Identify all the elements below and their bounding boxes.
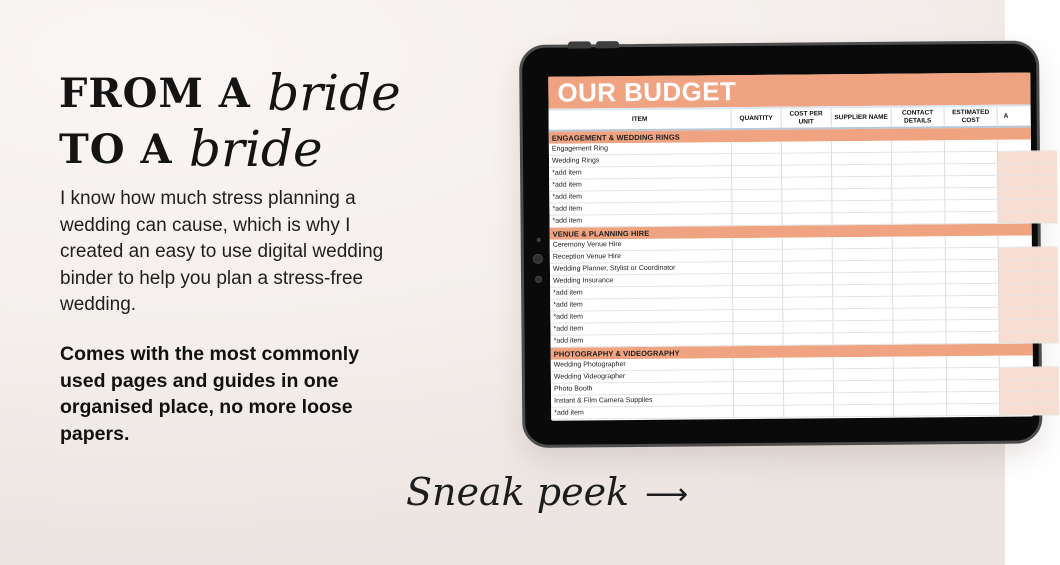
data-cell[interactable] xyxy=(997,187,1057,200)
data-cell[interactable] xyxy=(891,200,944,212)
tablet-volume-button xyxy=(568,41,591,48)
data-cell[interactable] xyxy=(831,165,891,178)
section-header-row: ENGAGEMENT & WEDDING RINGS xyxy=(549,128,1031,144)
data-cell[interactable] xyxy=(946,392,999,404)
data-cell[interactable] xyxy=(731,202,781,214)
data-cell[interactable] xyxy=(781,141,831,153)
data-cell[interactable] xyxy=(732,262,782,274)
data-cell[interactable] xyxy=(892,320,945,332)
item-cell[interactable]: Photo Booth xyxy=(551,382,733,396)
data-cell[interactable] xyxy=(831,201,891,214)
data-cell[interactable] xyxy=(782,285,832,297)
data-cell[interactable] xyxy=(832,297,892,310)
data-cell[interactable] xyxy=(731,142,781,154)
data-cell[interactable] xyxy=(781,189,831,201)
item-cell[interactable]: Wedding Insurance xyxy=(550,274,732,288)
front-camera-lens xyxy=(533,254,543,264)
data-cell[interactable] xyxy=(998,271,1058,284)
data-cell[interactable] xyxy=(998,247,1058,260)
data-cell[interactable] xyxy=(893,368,946,380)
heading-serif-1: FROM A xyxy=(59,70,251,117)
section-header-row: PHOTOGRAPHY & VIDEOGRAPHY xyxy=(551,344,1033,360)
front-camera-dot xyxy=(537,238,541,242)
data-cell[interactable] xyxy=(998,259,1058,272)
data-cell[interactable] xyxy=(891,176,944,188)
data-cell[interactable] xyxy=(945,308,998,320)
data-cell[interactable] xyxy=(783,393,833,405)
sheet-title: OUR BUDGET xyxy=(548,73,1030,109)
front-camera-sensor xyxy=(535,276,542,283)
item-cell[interactable]: *add item xyxy=(550,286,732,300)
data-cell[interactable] xyxy=(732,322,782,334)
item-cell[interactable]: *add item xyxy=(549,202,731,216)
data-cell[interactable] xyxy=(782,261,832,273)
data-cell[interactable] xyxy=(781,177,831,189)
data-cell[interactable] xyxy=(783,405,833,417)
data-cell[interactable] xyxy=(731,154,781,166)
data-cell[interactable] xyxy=(944,188,997,200)
page-title xyxy=(59,62,401,178)
data-cell[interactable] xyxy=(832,321,892,334)
data-cell[interactable] xyxy=(832,273,892,286)
sheet-body xyxy=(549,128,1033,420)
data-cell[interactable] xyxy=(891,164,944,176)
data-cell[interactable] xyxy=(733,406,783,418)
data-cell[interactable] xyxy=(892,260,945,272)
data-cell[interactable] xyxy=(891,152,944,164)
data-cell[interactable] xyxy=(892,308,945,320)
sneak-peek-label: Sneak peek xyxy=(406,470,630,514)
data-cell[interactable] xyxy=(781,165,831,177)
data-cell[interactable] xyxy=(732,238,782,250)
column-header-partial: A xyxy=(997,106,1057,126)
data-cell[interactable] xyxy=(732,298,782,310)
data-cell[interactable] xyxy=(893,404,946,416)
data-cell[interactable] xyxy=(731,190,781,202)
item-cell[interactable]: Ceremony Venue Hire xyxy=(550,238,732,252)
item-cell[interactable]: *add item xyxy=(551,334,733,348)
item-cell[interactable]: *add item xyxy=(551,406,733,420)
heading-line-1 xyxy=(59,62,401,122)
item-cell[interactable]: *add item xyxy=(550,310,732,324)
data-cell[interactable] xyxy=(945,296,998,308)
data-cell[interactable] xyxy=(732,274,782,286)
data-cell[interactable] xyxy=(892,272,945,284)
heading-serif-2: TO A xyxy=(59,126,173,173)
arrow-right-icon: ⟶ xyxy=(645,476,689,512)
data-cell[interactable] xyxy=(998,319,1058,332)
item-cell[interactable]: *add item xyxy=(549,166,731,180)
highlight-text: Comes with the most commonly used pages and guides in one organised place, no more loose papers. xyxy=(60,343,360,445)
data-cell[interactable] xyxy=(946,332,999,344)
data-cell[interactable] xyxy=(733,394,783,406)
data-cell[interactable] xyxy=(997,211,1057,224)
data-cell[interactable] xyxy=(892,284,945,296)
item-cell[interactable]: Instant & Film Camera Supplies xyxy=(551,394,733,408)
data-cell[interactable] xyxy=(999,367,1059,380)
tablet-volume-button xyxy=(596,41,619,48)
data-cell[interactable] xyxy=(733,358,783,370)
column-header-contact-details: CONTACT DETAILS xyxy=(891,107,944,126)
data-cell[interactable] xyxy=(782,237,832,249)
data-cell[interactable] xyxy=(946,380,999,392)
data-cell[interactable] xyxy=(782,321,832,333)
data-cell[interactable] xyxy=(783,369,833,381)
data-cell[interactable] xyxy=(945,272,998,284)
item-cell[interactable]: *add item xyxy=(550,298,732,312)
data-cell[interactable] xyxy=(733,370,783,382)
data-cell[interactable] xyxy=(832,309,892,322)
data-cell[interactable] xyxy=(997,175,1057,188)
data-cell[interactable] xyxy=(732,286,782,298)
sneak-peek-caption xyxy=(406,470,688,514)
data-cell[interactable] xyxy=(831,141,891,154)
data-cell[interactable] xyxy=(999,379,1059,392)
data-cell[interactable] xyxy=(997,151,1057,164)
data-cell[interactable] xyxy=(999,355,1059,368)
data-cell[interactable] xyxy=(999,331,1059,344)
data-cell[interactable] xyxy=(832,261,892,274)
data-cell[interactable] xyxy=(944,176,997,188)
data-cell[interactable] xyxy=(833,405,893,418)
data-cell[interactable] xyxy=(831,213,891,226)
data-cell[interactable] xyxy=(833,369,893,382)
data-cell[interactable] xyxy=(833,333,893,346)
data-cell[interactable] xyxy=(783,333,833,345)
data-cell[interactable] xyxy=(893,380,946,392)
data-cell[interactable] xyxy=(893,356,946,368)
column-header-item: ITEM xyxy=(631,115,648,123)
data-cell[interactable] xyxy=(998,235,1058,248)
data-cell[interactable] xyxy=(892,236,945,248)
data-cell[interactable] xyxy=(833,357,893,370)
data-cell[interactable] xyxy=(732,250,782,262)
data-cell[interactable] xyxy=(782,273,832,285)
tablet-mockup xyxy=(519,40,1042,448)
data-cell[interactable] xyxy=(997,163,1057,176)
column-header-supplier-name: SUPPLIER NAME xyxy=(831,108,891,128)
column-header-cost-per-unit: COST PER UNIT xyxy=(781,108,831,127)
data-cell[interactable] xyxy=(732,310,782,322)
column-header-estimated-cost: ESTIMATED COST xyxy=(944,107,997,126)
column-header-quantity: QUANTITY xyxy=(731,109,781,128)
data-cell[interactable] xyxy=(832,237,892,250)
item-cell[interactable]: Wedding Planner, Stylist or Coordinator xyxy=(550,262,732,276)
data-cell[interactable] xyxy=(733,334,783,346)
data-cell[interactable] xyxy=(946,404,999,416)
data-cell[interactable] xyxy=(892,296,945,308)
data-cell[interactable] xyxy=(945,284,998,296)
data-cell[interactable] xyxy=(832,285,892,298)
item-cell[interactable]: Reception Venue Hire xyxy=(550,250,732,264)
data-cell[interactable] xyxy=(944,152,997,164)
item-cell[interactable]: Engagement Ring xyxy=(549,142,731,156)
data-cell[interactable] xyxy=(944,164,997,176)
data-cell[interactable] xyxy=(999,403,1059,416)
data-cell[interactable] xyxy=(833,393,893,406)
data-cell[interactable] xyxy=(893,392,946,404)
data-cell[interactable] xyxy=(944,140,997,152)
item-cell[interactable]: *add item xyxy=(549,178,731,192)
item-cell[interactable]: *add item xyxy=(549,214,731,228)
data-cell[interactable] xyxy=(945,320,998,332)
data-cell[interactable] xyxy=(782,309,832,321)
data-cell[interactable] xyxy=(893,332,946,344)
data-cell[interactable] xyxy=(733,382,783,394)
data-cell[interactable] xyxy=(781,213,831,225)
data-cell[interactable] xyxy=(999,391,1059,404)
item-cell[interactable]: Wedding Videographer xyxy=(551,370,733,384)
data-cell[interactable] xyxy=(945,236,998,248)
data-cell[interactable] xyxy=(891,188,944,200)
data-cell[interactable] xyxy=(998,307,1058,320)
heading-line-2 xyxy=(59,118,401,178)
data-cell[interactable] xyxy=(832,249,892,262)
data-cell[interactable] xyxy=(891,140,944,152)
section-header-row: VENUE & PLANNING HIRE xyxy=(550,224,1032,240)
data-cell[interactable] xyxy=(997,139,1057,152)
data-cell[interactable] xyxy=(781,153,831,165)
data-cell[interactable] xyxy=(783,357,833,369)
item-cell[interactable]: *add item xyxy=(549,190,731,204)
data-cell[interactable] xyxy=(945,260,998,272)
data-cell[interactable] xyxy=(945,248,998,260)
data-cell[interactable] xyxy=(891,212,944,224)
intro-text: I know how much stress planning a wedding can cause, which is why I created an easy to use digital wedding binder to help you plan a stress-free wedding. xyxy=(60,188,384,315)
data-cell[interactable] xyxy=(833,381,893,394)
item-cell[interactable]: Wedding Photographer xyxy=(551,358,733,372)
data-cell[interactable] xyxy=(998,295,1058,308)
data-cell[interactable] xyxy=(946,356,999,368)
data-cell[interactable] xyxy=(944,212,997,224)
data-cell[interactable] xyxy=(831,177,891,190)
data-cell[interactable] xyxy=(892,248,945,260)
tablet-screen xyxy=(548,73,1033,421)
data-cell[interactable] xyxy=(782,297,832,309)
data-cell[interactable] xyxy=(997,199,1057,212)
data-cell[interactable] xyxy=(946,368,999,380)
heading-script-1: bride xyxy=(267,64,401,122)
data-cell[interactable] xyxy=(781,201,831,213)
data-cell[interactable] xyxy=(831,189,891,202)
data-cell[interactable] xyxy=(783,381,833,393)
data-cell[interactable] xyxy=(731,178,781,190)
data-cell[interactable] xyxy=(731,166,781,178)
data-cell[interactable] xyxy=(731,214,781,226)
heading-script-2: bride xyxy=(189,120,323,178)
data-cell[interactable] xyxy=(782,249,832,261)
item-cell[interactable]: *add item xyxy=(550,322,732,336)
data-cell[interactable] xyxy=(831,153,891,166)
data-cell[interactable] xyxy=(944,200,997,212)
item-cell[interactable]: Wedding Rings xyxy=(549,154,731,168)
data-cell[interactable] xyxy=(998,283,1058,296)
